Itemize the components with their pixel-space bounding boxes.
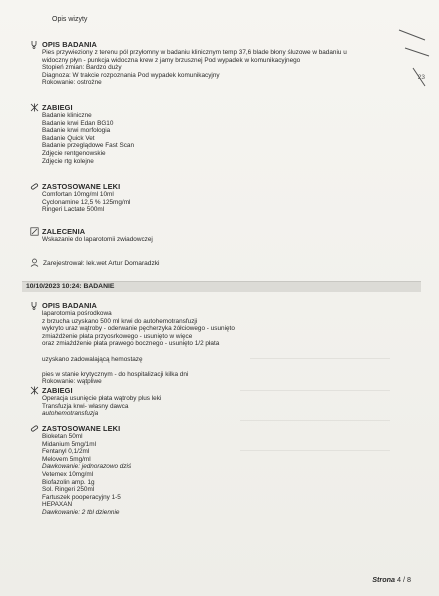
section-heading: ZASTOSOWANE LEKI: [30, 182, 410, 191]
section-opis-badania: [30, 301, 410, 386]
procedure-icon: [30, 386, 39, 395]
section-heading: OPIS BADANIA: [30, 301, 410, 310]
page-number: Strona 4 / 8: [372, 575, 411, 584]
note-edit-icon: [30, 227, 39, 236]
stethoscope-icon: [30, 40, 39, 49]
registered-by: Zarejestrował: lek.wet Artur Domaradzki: [30, 258, 160, 269]
section-zastosowane-leki: [30, 182, 410, 214]
zabiegi-lines: Operacja usunięcie płata wątroby plus leki Transfuzja krwi- własny dawca autohemotransfuzja: [42, 395, 162, 418]
bleed-through-line: [240, 420, 390, 421]
section-heading: ZABIEGI: [30, 386, 410, 395]
visit-date-bar: 10/10/2023 10:24: BADANIE: [22, 281, 421, 292]
section-zastosowane-leki: [30, 424, 410, 517]
stethoscope-icon: [30, 301, 39, 310]
zabiegi-lines: Badanie kliniczne Badanie krwi Edan BG10 Badanie krwi morfologia Badanie Quick Vet Badanie przeglądowe Fast Scan Zdjęcie rentgenowskie Zdjęcie rtg kolejne: [42, 112, 135, 165]
section-zabiegi: [30, 103, 410, 165]
section-heading: ZASTOSOWANE LEKI: [30, 424, 410, 433]
section-zalecenia: [30, 227, 410, 244]
leki-lines: Comfortan 10mg/ml 10ml Cyclonamine 12,5 % 125mg/ml Ringeri Lactate 500ml: [42, 191, 131, 214]
section-heading: OPIS BADANIA: [30, 40, 410, 49]
zalecenia-lines: Wskazanie do laparotomii zwiadowczej: [42, 236, 153, 243]
section-zabiegi: [30, 386, 410, 418]
document-title: Opis wizyty: [52, 16, 88, 23]
section-heading: ZALECENIA: [30, 227, 410, 236]
leki-lines: Bioketan 50ml Midanium 5mg/1ml Fentanyl 0,1/2ml Melovem 5mg/ml Dawkowanie: jednorazowo dziś Vetemex 10mg/ml Biofazolin amp. 1g Sol. Ringeri 250ml Fartuszek pooperacyjny 1-5 HEPAXAN Dawkowanie: 2 tbl dziennie: [42, 433, 132, 516]
pill-icon: [30, 182, 39, 191]
pill-icon: [30, 424, 39, 433]
user-icon: [30, 258, 39, 269]
section-opis-badania: [30, 40, 410, 87]
procedure-icon: [30, 103, 39, 112]
opis-lines: Pies przywieziony z terenu pól przyłomny w badaniu klinicznym temp 37,6 blade błony śluzowe w badaniu u widoczny płyn - punkcja widoczna krew z jamy brzusznej Pod wypadek w komunikacyjnego Stopień zmian: Bardzo duży Diagnoza: W trakcie rozpoznania Pod wypadek komunikacyjny Rokowanie: ostrożne: [42, 49, 347, 87]
section-heading: ZABIEGI: [30, 103, 410, 112]
opis-lines: laparotomia pośrodkowa z brzucha uzyskano 500 ml krwi do autohemotransfuzji wykryto uraz wątroby - oderwanie pęcherzyka żółciowego - usunięto zmiażdżenie płata przyosrkowego - usunięto w więce oraz zmiażdżenie płata prawego bocznego - usunięto 1/2 płata uzyskano zadowalającą hemostazę pies w stanie krytycznym - do hospitalizacji kilka dni Rokowanie: wątpliwe: [42, 310, 235, 386]
corner-number: 23: [417, 74, 425, 81]
